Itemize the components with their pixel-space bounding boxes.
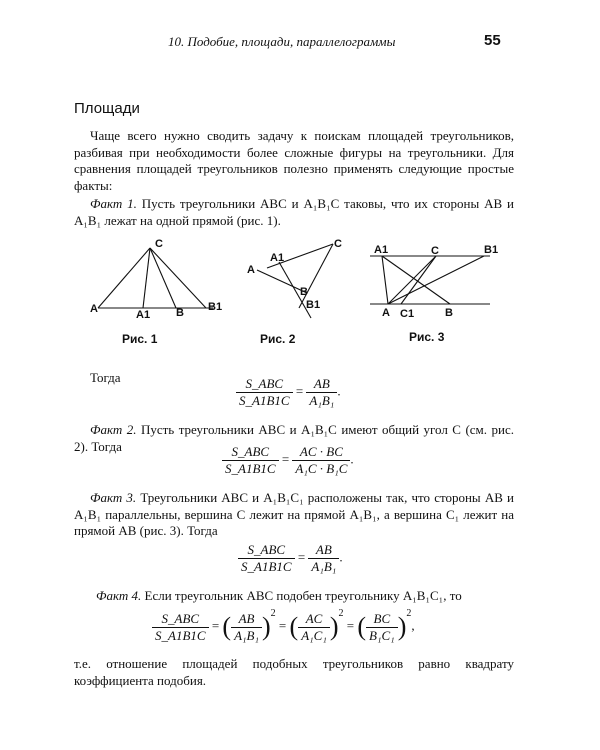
fig2-caption: Рис. 2 [260,332,296,346]
fig3-label-c: C [431,245,439,257]
fig1-label-b: B [176,307,184,319]
formula-4: $\frac{\text{S\_ABC}}{S\_A1B1C}$ = ( $\frac{AB}{\text{A₁B₁}}$ )$^2$ = ( $\frac{AC}{\text{A₁C₁}}$ )$^2$ = ( $\frac{BC}{\text{B₁C₁}}$ )$^2$, [152,608,415,644]
f4-r3-num: BC [366,611,398,628]
f4-lhs-den: S_A1B1C [155,627,206,643]
fact1-label: Факт 1. [90,196,137,211]
fig1-label-c: C [155,238,163,250]
f1-rhs-num: AB [306,376,337,393]
fig3-label-c1: C1 [400,308,415,320]
fact4-paragraph [96,588,462,605]
f4-exp-1: 2 [270,608,276,619]
fig2-label-a1: A1 [270,252,285,264]
f4-r1-den: A₁B₁ [234,627,259,643]
formula-2: $\frac{\text{S\_ABC}}{S\_A1B1C}$ = $\frac{AC \cdot BC}{\text{A₁C · B₁C}}$ . [222,444,354,477]
fact4-label: Факт 4. [96,588,142,603]
figure-1 [88,240,228,320]
running-header: 10. Подобие, площади, параллелограммы [168,34,396,49]
fact3-label: Факт 3. [90,490,137,505]
intro-paragraph: Чаще всего нужно сводить задачу к поискам площадей треугольников, разбивая при необходимости более сложные фигуры на треугольники. Для сравнения площадей треугольников полезно применять следующие простые факты: [74,128,514,193]
fact2-label: Факт 2. [90,422,137,437]
f3-lhs-num: S_ABC [238,542,295,559]
f3-rhs-num: AB [308,542,339,559]
f4-exp-2: 2 [338,608,344,619]
section-title: Площади [74,100,140,117]
fig3-label-a1: A1 [374,244,389,256]
fact1-text: Пусть треугольники ABC и A₁B₁C таковы, что их стороны AB и A₁B₁ лежат на одной прямой (рис. 1). [74,196,514,228]
f4-r2-den: A₁C₁ [301,627,327,643]
fig2-label-c: C [334,238,342,250]
formula-3: $\frac{\text{S\_ABC}}{S\_A1B1C}$ = $\frac{AB}{\text{A₁B₁}}$ . [238,542,343,575]
figure-2 [245,238,345,320]
f4-exp-3: 2 [406,608,412,619]
f4-lhs-num: S_ABC [152,611,209,628]
f4-r2-num: AC [298,611,330,628]
formula-1: $\frac{\text{S\_ABC}}{S\_A1B1C}$ = $\frac{AB}{\text{A₁B₁}}$ . [236,376,341,409]
fig1-label-a1: A1 [136,309,151,321]
conclusion-paragraph: т.е. отношение площадей подобных треугольников равно квадрату коэффициента подобия. [74,656,514,688]
f2-lhs-den: S_A1B1C [225,461,276,476]
fact1-paragraph [74,196,514,229]
f1-lhs-den: S_A1B1C [239,393,290,408]
fact3-text: Треугольники ABC и A₁B₁C₁ расположены так, что стороны AB и A₁B₁ параллельны, вершина C лежит на прямой A₁B₁, а вершина C₁ лежит на прямой AB (рис. 3). Тогда [74,490,514,538]
then-text: Тогда [90,370,121,385]
fig1-caption: Рис. 1 [122,332,158,346]
f1-rhs-den: A₁B₁ [309,393,335,408]
f4-r3-den: B₁C₁ [369,627,395,643]
f2-rhs-num: AC · BC [292,444,350,461]
fact2-text: Пусть треугольники ABC и A₁B₁C имеют общий угол C (см. рис. 2). Тогда [74,422,514,454]
f2-rhs-den: A₁C · B₁C [295,461,348,476]
page-number: 55 [484,32,501,49]
fig3-label-b: B [445,307,453,319]
f3-lhs-den: S_A1B1C [241,559,292,574]
fig2-label-b: B [300,286,308,298]
f4-r1-num: AB [231,611,262,628]
fig1-label-a: A [90,303,98,315]
fig3-caption: Рис. 3 [409,330,445,344]
fig3-label-b1: B1 [484,244,499,256]
f3-rhs-den: A₁B₁ [311,559,337,574]
fig2-label-a: A [247,264,255,276]
fig3-label-a: A [382,307,390,319]
fig1-label-b1: B1 [208,301,223,313]
f1-lhs-num: S_ABC [236,376,293,393]
fact4-text: Если треугольник ABC подобен треугольнику A₁B₁C₁, то [144,588,462,603]
fact3-paragraph [74,490,514,540]
fig2-label-b1: B1 [306,299,321,311]
f2-lhs-num: S_ABC [222,444,279,461]
